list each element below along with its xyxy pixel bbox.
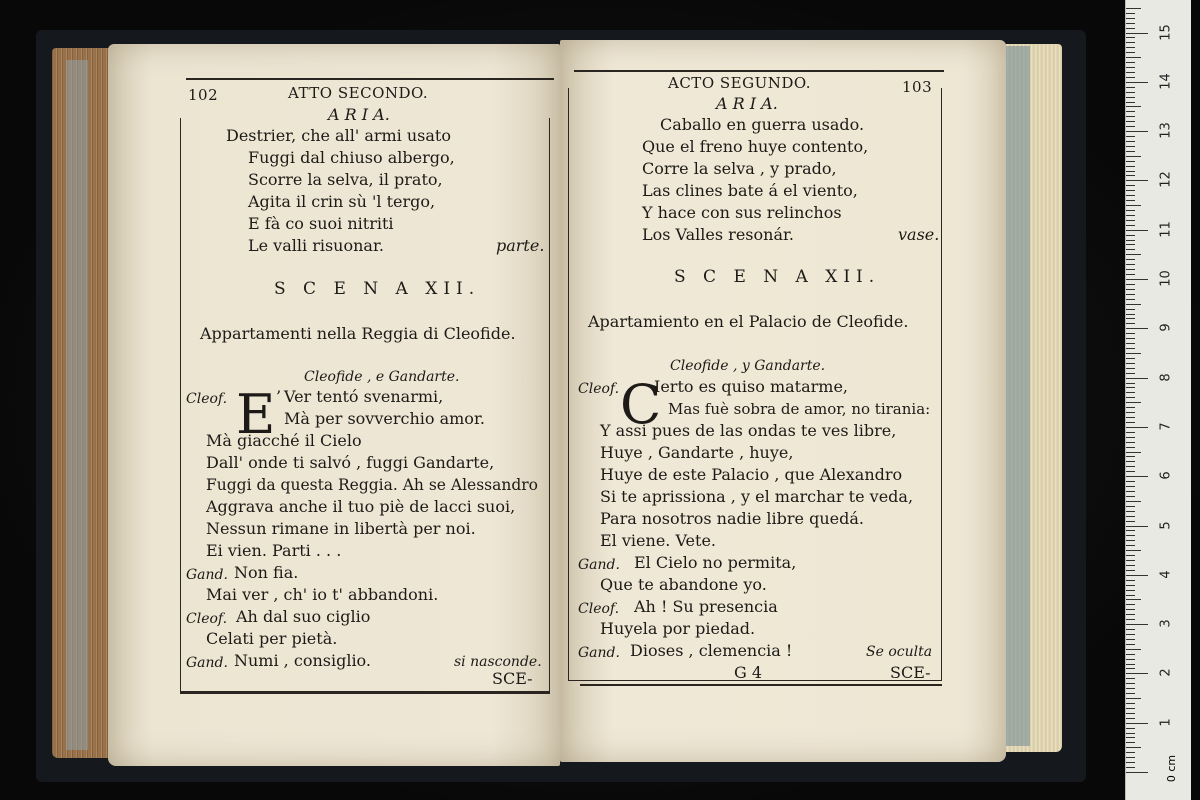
ruler-tick — [1126, 116, 1135, 117]
ruler-tick — [1126, 427, 1148, 428]
right-page — [560, 40, 1006, 762]
aria-heading: A R I A. — [328, 105, 390, 124]
ruler-tick — [1126, 664, 1135, 665]
dialogue-line: Numi , consiglio. — [234, 651, 371, 670]
ruler-tick — [1126, 97, 1135, 98]
speaker-label: Gand. — [578, 645, 620, 661]
ruler-tick — [1126, 535, 1135, 536]
ruler-tick — [1126, 299, 1135, 300]
ruler-tick — [1126, 733, 1135, 734]
ruler-tick — [1126, 225, 1135, 226]
ruler-tick — [1126, 501, 1141, 502]
ruler-tick — [1126, 585, 1135, 586]
ruler-tick — [1126, 363, 1135, 364]
ruler-tick — [1126, 175, 1135, 176]
ruler-number: 2 — [1158, 668, 1174, 678]
ruler-tick — [1126, 368, 1135, 369]
ruler-tick — [1126, 210, 1135, 211]
ruler-tick — [1126, 82, 1148, 83]
ruler-number: 14 — [1158, 73, 1174, 90]
ruler-tick — [1126, 565, 1135, 566]
dialogue-line: Si te aprissiona , y el marchar te veda, — [600, 487, 914, 506]
ruler-tick — [1126, 62, 1135, 63]
stage-direction: Se oculta — [866, 644, 933, 660]
verse-line: Le valli risuonar. — [248, 236, 384, 255]
ruler-tick — [1126, 254, 1141, 255]
ruler-tick — [1126, 294, 1135, 295]
ruler-tick — [1126, 348, 1135, 349]
ruler-tick — [1126, 358, 1135, 359]
scene-setting: Apartamiento en el Palacio de Cleofide. — [588, 312, 909, 331]
dialogue-line: Mas fuè sobra de amor, no tirania: — [668, 400, 931, 418]
ruler-tick — [1126, 486, 1135, 487]
aria-heading: A R I A. — [716, 94, 778, 113]
ruler-tick — [1126, 619, 1135, 620]
dialogue-line: Huye , Gandarte , huye, — [600, 443, 794, 462]
ruler-tick — [1126, 171, 1135, 172]
ruler-tick — [1126, 471, 1135, 472]
ruler-tick — [1126, 264, 1135, 265]
ruler-tick — [1126, 23, 1135, 24]
ruler-tick — [1126, 338, 1135, 339]
ruler-tick — [1126, 373, 1135, 374]
ruler-tick — [1126, 580, 1135, 581]
ruler-tick — [1126, 530, 1135, 531]
ruler-tick — [1126, 37, 1135, 38]
speaker-label: Gand. — [186, 655, 228, 671]
dialogue-line: Ierto es quiso matarme, — [654, 377, 848, 396]
scene-characters: Cleofide , y Gandarte. — [670, 358, 826, 374]
ruler-tick — [1126, 412, 1135, 413]
page-number: 103 — [902, 78, 933, 96]
verse-line: Destrier, che all' armi usato — [226, 126, 451, 145]
ruler-tick — [1126, 599, 1141, 600]
dialogue-line: Huyela por piedad. — [600, 619, 756, 638]
ruler-tick — [1126, 121, 1135, 122]
ruler-tick — [1126, 767, 1135, 768]
verse-line: Los Valles resonár. — [642, 225, 794, 244]
dialogue-line: Fuggi da questa Reggia. Ah se Alessandro — [206, 476, 539, 494]
left-page — [108, 44, 560, 766]
ruler-tick — [1126, 496, 1135, 497]
ruler-tick — [1126, 111, 1135, 112]
ruler-tick — [1126, 570, 1135, 571]
ruler-tick — [1126, 437, 1135, 438]
ruler-tick — [1126, 343, 1135, 344]
ruler-tick — [1126, 151, 1135, 152]
ruler-tick — [1126, 624, 1148, 625]
dialogue-line: El viene. Vete. — [600, 531, 716, 550]
ruler-tick — [1126, 614, 1135, 615]
ruler-tick — [1126, 240, 1135, 241]
dialogue-line: Non fia. — [234, 563, 299, 582]
dialogue-line: Dall' onde ti salvó , fuggi Gandarte, — [206, 453, 495, 472]
speaker-label: Cleof. — [186, 611, 228, 627]
ruler-tick — [1126, 526, 1148, 527]
ruler-tick — [1126, 747, 1141, 748]
ruler-tick — [1126, 259, 1135, 260]
dialogue-line: Y assi pues de las ondas te ves libre, — [600, 421, 897, 440]
ruler-tick — [1126, 629, 1135, 630]
catchword: SCE- — [492, 669, 533, 688]
ruler-tick — [1126, 654, 1135, 655]
ruler-tick — [1126, 244, 1135, 245]
ruler-tick — [1126, 190, 1135, 191]
left-endpaper — [66, 60, 88, 750]
ruler-tick — [1126, 560, 1135, 561]
ruler-tick — [1126, 683, 1135, 684]
scene-title: S C E N A XII. — [274, 279, 481, 299]
speaker-label: Gand. — [578, 557, 620, 573]
ruler-tick — [1126, 131, 1148, 132]
ruler-number: 4 — [1158, 570, 1174, 579]
ruler-tick — [1126, 634, 1135, 635]
ruler-tick — [1126, 693, 1135, 694]
ruler-tick — [1126, 550, 1141, 551]
ruler-tick — [1126, 274, 1135, 275]
stage-direction: vase. — [898, 225, 940, 244]
ruler-number: 12 — [1158, 171, 1174, 189]
dialogue-line: Que te abandone yo. — [600, 575, 767, 594]
ruler-tick — [1126, 545, 1135, 546]
ruler-tick — [1126, 644, 1135, 645]
catchword: SCE- — [890, 663, 931, 682]
ruler-tick — [1126, 456, 1135, 457]
ruler-tick — [1126, 595, 1135, 596]
ruler-tick — [1126, 516, 1135, 517]
ruler-number: 10 — [1158, 270, 1174, 287]
ruler-tick — [1126, 639, 1135, 640]
ruler-tick — [1126, 309, 1135, 310]
ruler-tick — [1126, 13, 1135, 14]
speaker-label: Cleof. — [578, 381, 620, 397]
ruler-tick — [1126, 713, 1135, 714]
stage-direction: parte. — [496, 236, 545, 255]
ruler-tick — [1126, 136, 1135, 137]
verse-line: Que el freno huye contento, — [642, 137, 869, 156]
ruler-tick — [1126, 466, 1135, 467]
drop-cap: E — [236, 383, 276, 446]
ruler-tick — [1126, 378, 1148, 379]
ruler-tick — [1126, 757, 1135, 758]
ruler-tick — [1126, 42, 1135, 43]
dialogue-line: Mà giacché il Cielo — [206, 431, 362, 450]
ruler-tick — [1126, 323, 1135, 324]
ruler-number: 6 — [1158, 471, 1174, 480]
ruler-tick — [1126, 47, 1135, 48]
drop-cap: C — [620, 373, 662, 436]
scene-setting: Appartamenti nella Reggia di Cleofide. — [200, 324, 516, 343]
verse-line: Y hace con sus relinchos — [642, 203, 842, 222]
ruler-tick — [1126, 506, 1135, 507]
running-head: ACTO SEGUNDO. — [668, 74, 812, 92]
ruler-tick — [1126, 230, 1148, 231]
ruler-tick — [1126, 185, 1135, 186]
verse-line: Agita il crin sù 'l tergo, — [248, 192, 436, 211]
signature-mark: G 4 — [734, 663, 763, 682]
verse-line: Las clines bate á el viento, — [642, 181, 858, 200]
ruler-tick — [1126, 491, 1135, 492]
ruler-tick — [1126, 422, 1135, 423]
ruler-tick — [1126, 353, 1141, 354]
dialogue-line: Ei vien. Parti . . . — [206, 541, 342, 560]
ruler-tick — [1126, 161, 1135, 162]
ruler-number: 7 — [1158, 422, 1174, 431]
ruler-tick — [1126, 555, 1135, 556]
ruler-tick — [1126, 72, 1135, 73]
ruler-tick — [1126, 649, 1141, 650]
ruler-tick — [1126, 195, 1135, 196]
ruler-tick — [1126, 387, 1135, 388]
ruler-tick — [1126, 33, 1148, 34]
ruler-tick — [1126, 476, 1148, 477]
ruler-tick — [1126, 102, 1135, 103]
ruler-tick — [1126, 762, 1135, 763]
ruler-tick — [1126, 333, 1135, 334]
ruler-tick — [1126, 772, 1148, 773]
ruler-tick — [1126, 106, 1141, 107]
ruler-number: 15 — [1158, 23, 1174, 41]
ruler-tick — [1126, 703, 1135, 704]
speaker-label: Cleof. — [186, 391, 228, 407]
ruler-tick — [1126, 180, 1148, 181]
ruler-number: 3 — [1158, 619, 1174, 628]
dialogue-line: Para nosotros nadie libre quedá. — [600, 509, 864, 528]
ruler-number: 8 — [1158, 372, 1174, 382]
running-head: ATTO SECONDO. — [288, 84, 429, 102]
drop-cap-apostrophe: ’ — [276, 387, 282, 406]
dialogue-line: Huye de este Palacio , que Alexandro — [600, 465, 903, 484]
dialogue-line: Mai ver , ch' io t' abbandoni. — [206, 585, 439, 604]
verse-line: Fuggi dal chiuso albergo, — [248, 148, 455, 167]
ruler-tick — [1126, 728, 1135, 729]
ruler-tick — [1126, 752, 1135, 753]
ruler-tick — [1126, 269, 1135, 270]
dialogue-line: Ah dal suo ciglio — [236, 607, 371, 626]
ruler-tick — [1126, 18, 1135, 19]
ruler-tick — [1126, 284, 1135, 285]
ruler-number: 11 — [1158, 220, 1174, 238]
ruler-tick — [1126, 604, 1135, 605]
ruler-tick — [1126, 521, 1135, 522]
ruler-number: 13 — [1158, 122, 1174, 139]
ruler-tick — [1126, 723, 1148, 724]
ruler-tick — [1126, 57, 1141, 58]
ruler-tick — [1126, 698, 1141, 699]
ruler-tick — [1126, 540, 1135, 541]
stage-direction: si nasconde. — [454, 654, 542, 670]
dialogue-line: Dioses , clemencia ! — [630, 641, 793, 660]
ruler-tick — [1126, 200, 1135, 201]
dialogue-line: Ver tentó svenarmi, — [284, 387, 444, 406]
verse-line: Corre la selva , y prado, — [642, 159, 837, 178]
ruler-tick — [1126, 279, 1148, 280]
dialogue-line: Celati per pietà. — [206, 629, 338, 648]
ruler-tick — [1126, 481, 1135, 482]
ruler-tick — [1126, 447, 1135, 448]
ruler-tick — [1126, 575, 1148, 576]
dialogue-line: Mà per sovverchio amor. — [284, 409, 485, 428]
ruler-tick — [1126, 402, 1141, 403]
speaker-label: Cleof. — [578, 601, 620, 617]
ruler-tick — [1126, 87, 1135, 88]
ruler-tick — [1126, 659, 1135, 660]
ruler-tick — [1126, 673, 1148, 674]
ruler-tick — [1126, 383, 1135, 384]
ruler-number: 5 — [1158, 520, 1174, 530]
ruler-tick — [1126, 289, 1135, 290]
ruler-tick — [1126, 461, 1135, 462]
ruler-tick — [1126, 318, 1135, 319]
ruler-tick — [1126, 407, 1135, 408]
ruler-tick — [1126, 220, 1135, 221]
ruler-tick — [1126, 432, 1135, 433]
ruler-tick — [1126, 28, 1135, 29]
ruler-tick — [1126, 314, 1135, 315]
footer-rule — [180, 692, 550, 694]
scene-characters: Cleofide , e Gandarte. — [304, 369, 460, 385]
speaker-label: Gand. — [186, 567, 228, 583]
ruler-tick — [1126, 235, 1135, 236]
dialogue-line: El Cielo no permita, — [634, 553, 797, 572]
ruler-tick — [1126, 452, 1141, 453]
header-rule — [186, 78, 554, 80]
page-number: 102 — [188, 86, 219, 104]
ruler-tick — [1126, 397, 1135, 398]
ruler-tick — [1126, 304, 1141, 305]
ruler-tick — [1126, 742, 1135, 743]
ruler-tick — [1126, 156, 1141, 157]
ruler-tick — [1126, 511, 1135, 512]
ruler-tick — [1126, 609, 1135, 610]
ruler-tick — [1126, 442, 1135, 443]
ruler-tick — [1126, 708, 1135, 709]
ruler-tick — [1126, 126, 1135, 127]
ruler-tick — [1126, 141, 1135, 142]
ruler-tick — [1126, 205, 1141, 206]
ruler-tick — [1126, 52, 1135, 53]
ruler-tick — [1126, 215, 1135, 216]
ruler-tick — [1126, 166, 1135, 167]
ruler-number: 9 — [1158, 323, 1174, 332]
dialogue-line: Aggrava anche il tuo piè de lacci suoi, — [206, 497, 516, 516]
footer-rule — [580, 684, 942, 686]
ruler-tick — [1126, 737, 1135, 738]
verse-line: Scorre la selva, il prato, — [248, 170, 443, 189]
ruler-tick — [1126, 328, 1148, 329]
ruler-tick — [1126, 718, 1135, 719]
scene-title: S C E N A XII. — [674, 267, 881, 287]
ruler-tick — [1126, 590, 1135, 591]
ruler-tick — [1126, 668, 1135, 669]
ruler-tick — [1126, 249, 1135, 250]
ruler-tick — [1126, 678, 1135, 679]
ruler-number: 1 — [1158, 718, 1174, 727]
ruler-unit-label: 0 cm — [1165, 754, 1179, 783]
ruler-tick — [1126, 77, 1135, 78]
ruler-tick — [1126, 67, 1135, 68]
ruler-tick — [1126, 688, 1135, 689]
ruler-tick — [1126, 417, 1135, 418]
ruler-tick — [1126, 146, 1135, 147]
ruler-tick — [1126, 8, 1141, 9]
ruler-tick — [1126, 92, 1135, 93]
dialogue-line: Nessun rimane in libertà per noi. — [206, 519, 476, 538]
dialogue-line: Ah ! Su presencia — [634, 597, 778, 616]
verse-line: E fà co suoi nitriti — [248, 214, 394, 233]
verse-line: Caballo en guerra usado. — [660, 115, 865, 134]
ruler-tick — [1126, 392, 1135, 393]
